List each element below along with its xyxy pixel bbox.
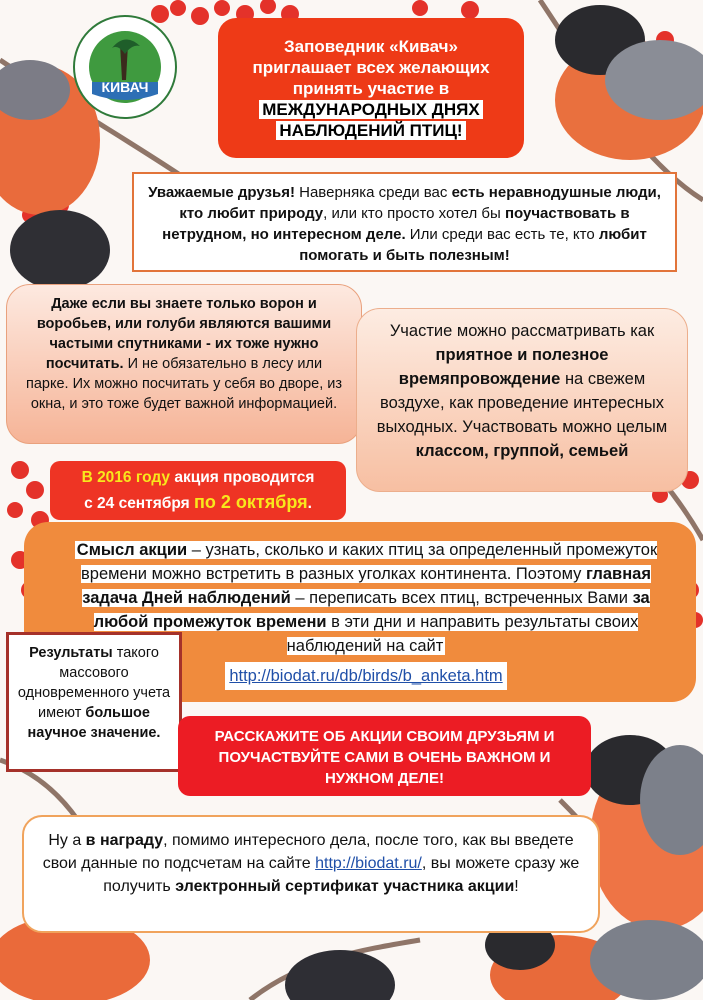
crows-p2: И не обязательно в лесу или парке. Их можно посчитать у себя во дворе, из окна, и это тоже будет важной информацией. [25, 356, 342, 412]
crows-p1: Даже если вы знаете только ворон и воробьев, или голуби являются вашими частыми спутниками - их тоже нужно посчитать. [36, 296, 332, 372]
meaning-s6: в эти дни и направить результаты своих наблюдений на сайт [286, 613, 639, 655]
meaning-s5: за любой промежуток времени [93, 589, 650, 631]
meaning-s3: главная задача Дней наблюдений [82, 565, 651, 607]
pleasure-p1: Участие можно рассматривать как [389, 322, 655, 340]
results-p1: Результаты [29, 645, 113, 661]
pleasure-p3: на свежем воздухе, как проведение интересных выходных. Участвовать можно целым [376, 370, 668, 436]
greet-p7: любит помогать и быть полезным! [299, 226, 647, 264]
pleasure-p2: приятное и полезное времяпровождение [398, 346, 609, 388]
header-line2: приглашает всех желающих [252, 58, 490, 77]
meaning-s4: – переписать всех птиц, встреченных Вами [290, 589, 633, 607]
biodat-link[interactable]: http://biodat.ru/ [315, 855, 422, 872]
greet-p6: Или среди вас есть те, кто [405, 226, 599, 243]
greet-p2: Наверняка среди вас [294, 184, 452, 201]
header-line4: МЕЖДУНАРОДНЫХ ДНЯХ [259, 100, 482, 119]
pleasure-p4: классом, группой, семьей [415, 442, 629, 460]
dates-dot: . [307, 495, 312, 512]
header-line3: принять участие в [292, 79, 450, 98]
anketa-link[interactable]: http://biodat.ru/db/birds/b_anketa.htm [225, 662, 506, 690]
reward-r5: электронный сертификат участника акции [175, 878, 515, 895]
dates-box [50, 461, 346, 520]
reward-r4: , вы можете сразу же получить [103, 855, 580, 895]
dates-t1: акция проводится [170, 469, 315, 486]
dates-t2: с 24 сентября [84, 495, 194, 512]
tell-text: РАССКАЖИТЕ ОБ АКЦИИ СВОИМ ДРУЗЬЯМ И ПОУЧАСТВУЙТЕ САМИ В ОЧЕНЬ ВАЖНОМ И НУЖНОМ ДЕЛЕ! [214, 728, 555, 787]
reward-r1: Ну а [48, 832, 86, 849]
kivach-logo [72, 14, 178, 120]
results-p2: такого массового одновременного учета имеют [17, 645, 171, 721]
results-box [6, 632, 182, 772]
results-p3: большое научное значение. [27, 705, 161, 741]
reward-r3: , помимо интересного дела, после того, как вы введете свои данные по подсчетам на сайте [42, 832, 574, 872]
meaning-s2: – узнать, сколько и каких птиц за определенный промежуток времени можно встретить в разных уголках континента. Поэтому [81, 541, 658, 583]
crows-box [6, 284, 362, 444]
tell-friends-banner [178, 716, 591, 796]
header-banner [218, 18, 524, 158]
reward-r6: ! [514, 878, 519, 895]
header-line5: НАБЛЮДЕНИЙ ПТИЦ! [276, 121, 465, 140]
greet-p1: Уважаемые друзья! [148, 184, 295, 201]
dates-year: В 2016 году [81, 469, 171, 486]
pleasure-box [356, 308, 688, 492]
greet-p5: поучаствовать в нетрудном, но интересном деле. [162, 205, 630, 243]
reward-r2: в награду [85, 832, 164, 849]
header-line1: Заповедник «Кивач» [283, 37, 459, 56]
greeting-box [132, 172, 677, 272]
logo-name: КИВАЧ [101, 79, 149, 95]
greet-p3: есть неравнодушные люди, кто любит природу [179, 184, 661, 222]
meaning-s1: Смысл акции [76, 541, 188, 559]
dates-end: по 2 октября [194, 492, 308, 512]
reward-box [22, 815, 600, 933]
greet-p4: , или кто просто хотел бы [323, 205, 505, 222]
